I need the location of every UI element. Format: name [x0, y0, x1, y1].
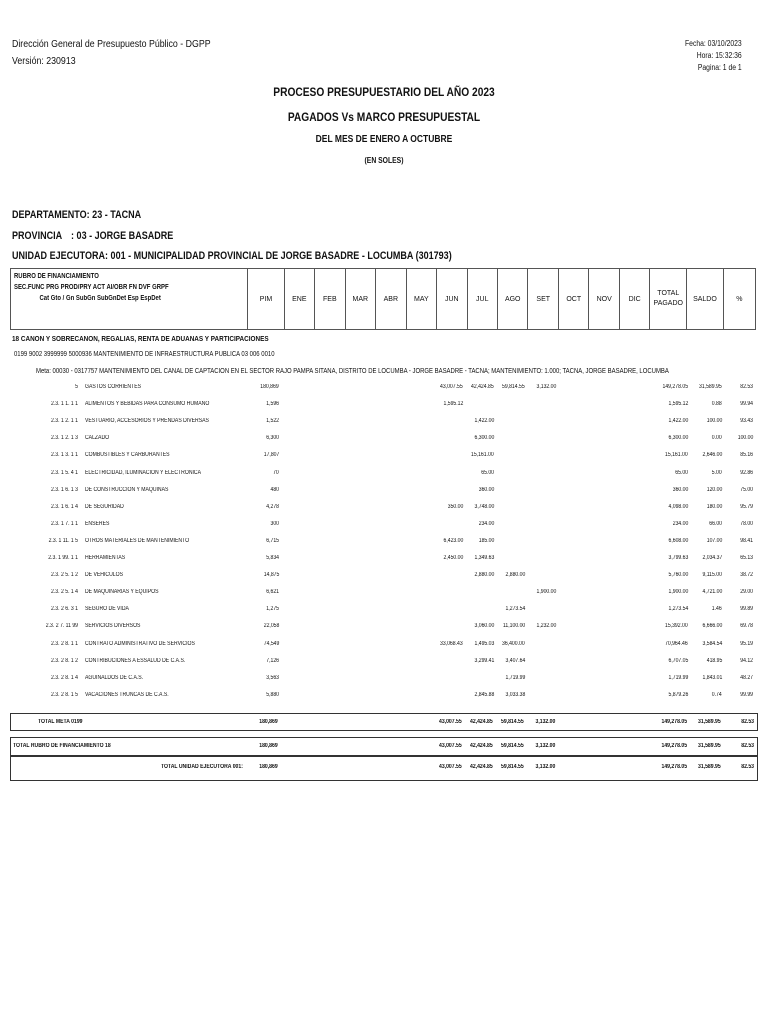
- cell-code: 5: [75, 384, 78, 390]
- meta-heading: Meta: 00030 - 0317757 MANTENIMIENTO DEL CANAL DE CAPTACION EN EL SECTOR RAJO PAMPA SITANA, DISTRITO DE LOCUMBA - JORGE BASADRE - TACNA; MANTENIMIENTO: 1.000; TACNA, JORGE BASADRE, LOCUMBA: [36, 368, 669, 375]
- cell-total: 3,799.63: [668, 555, 688, 561]
- provincia-label: PROVINCIA: [12, 230, 63, 242]
- cell-saldo: 418.95: [706, 657, 722, 664]
- col-pct: %: [723, 269, 755, 330]
- cell-pim: 1,522: [266, 418, 279, 425]
- cell-set: 3,132.00: [536, 384, 556, 390]
- cell-saldo: 31,589.95: [699, 384, 722, 390]
- cell-saldo: 9,115.00: [702, 572, 722, 579]
- cell-total: 360.00: [672, 486, 688, 493]
- cell-pct: 99.99: [740, 691, 753, 698]
- cell-total: 1,422.00: [668, 418, 688, 425]
- cell-desc: SERVICIOS DIVERSOS: [85, 623, 141, 630]
- col-total-pagado: TOTAL PAGADO: [650, 269, 687, 330]
- cell-total: 1,719.99: [668, 674, 688, 681]
- cell-saldo: 1.46: [712, 606, 722, 613]
- cell-pim: 17,807: [263, 452, 279, 459]
- total-pct: 82.53: [741, 743, 754, 749]
- cell-pim: 22,058: [263, 623, 279, 630]
- total-pim: 180,869: [259, 764, 278, 770]
- cell-code: 2.3. 2 6. 3 1: [51, 606, 78, 613]
- cell-pct: 38.72: [740, 572, 753, 579]
- cell-total: 1,595.12: [668, 401, 688, 408]
- cell-pim: 7,126: [266, 657, 279, 664]
- cell-jul: 3,748.00: [474, 503, 494, 510]
- cell-desc: VESTUARIO, ACCESORIOS Y PRENDAS DIVERSAS: [85, 418, 209, 425]
- cell-pct: 48.27: [740, 674, 753, 681]
- unidad-ejecutora-label: UNIDAD EJECUTORA: 001 - MUNICIPALIDAD PROVINCIAL DE JORGE BASADRE - LOCUMBA (301793): [12, 250, 452, 262]
- cell-code: 2.3. 1 99. 1 1: [48, 555, 78, 561]
- cell-desc: AGUINALDOS DE C.A.S.: [85, 674, 144, 681]
- table-row: [0, 572, 768, 589]
- cell-pct: 75.00: [740, 486, 753, 493]
- total-row: [10, 755, 758, 781]
- cell-total: 15,161.00: [665, 452, 688, 459]
- cell-jul: 6,300.00: [474, 435, 494, 442]
- cell-total: 1,273.54: [668, 606, 688, 613]
- cell-code: 2.3. 1 6. 1 4: [51, 503, 78, 510]
- total-saldo: 31,589.95: [698, 743, 721, 749]
- cell-desc: SEGURO DE VIDA: [85, 606, 129, 613]
- total-set: 3,132.00: [535, 743, 555, 749]
- total-jul: 42,424.85: [470, 719, 493, 725]
- table-row: [0, 555, 768, 572]
- cell-desc: COMBUSTIBLES Y CARBURANTES: [85, 452, 170, 459]
- table-row: [0, 470, 768, 487]
- cell-desc: HERRAMIENTAS: [85, 555, 126, 561]
- report-header-right: [685, 38, 742, 74]
- header-catgto: Cat Gto / Gn SubGn SubGnDet Esp EspDet: [39, 295, 161, 302]
- cell-jun: 1,595.12: [443, 401, 463, 408]
- header-rubro: RUBRO DE FINANCIAMIENTO: [14, 273, 99, 280]
- total-label: TOTAL RUBRO DE FINANCIAMIENTO 18: [13, 743, 111, 749]
- table-row: [0, 623, 768, 640]
- total-pim: 180,869: [259, 743, 278, 749]
- cell-total: 65.00: [675, 469, 688, 476]
- col-abr: ABR: [376, 269, 406, 330]
- org-name: Dirección General de Presupuesto Público - DGPP: [12, 39, 211, 50]
- cell-total: 234.00: [672, 520, 688, 527]
- cell-desc: DE CONSTRUCCION Y MAQUINAS: [85, 486, 169, 493]
- table-row: [0, 589, 768, 606]
- cell-saldo: 100.00: [706, 418, 722, 425]
- col-nov: NOV: [589, 269, 620, 330]
- cell-pim: 6,715: [266, 537, 279, 544]
- table-row: [0, 384, 768, 401]
- cell-desc: OTROS MATERIALES DE MANTENIMIENTO: [85, 537, 190, 544]
- table-row: [0, 606, 768, 623]
- cell-pct: 98.41: [740, 537, 753, 544]
- cell-jun: 6,423.00: [443, 537, 463, 544]
- col-pim: PIM: [248, 269, 284, 330]
- cell-saldo: 0.88: [712, 401, 722, 408]
- total-pct: 82.53: [741, 719, 754, 725]
- cell-jul: 65.00: [481, 469, 494, 476]
- cell-pim: 74,549: [263, 640, 279, 647]
- table-row: [0, 521, 768, 538]
- cell-code: 2.3. 2 7. 11 99: [45, 623, 78, 630]
- cell-jul: 42,424.85: [471, 384, 494, 390]
- col-jul: JUL: [467, 269, 497, 330]
- cell-total: 1,900.00: [668, 589, 688, 596]
- table-row: [0, 435, 768, 452]
- cell-jul: 2,880.00: [474, 572, 494, 579]
- total-set: 3,132.00: [535, 764, 555, 770]
- total-ago: 59,814.55: [501, 743, 524, 749]
- cell-jul: 15,161.00: [471, 452, 494, 459]
- cell-desc: ALIMENTOS Y BEBIDAS PARA CONSUMO HUMANO: [85, 401, 210, 408]
- table-row: [0, 401, 768, 418]
- total-ago: 59,814.55: [501, 719, 524, 725]
- total-label: TOTAL META 0199: [38, 719, 83, 725]
- cell-desc: VACACIONES TRUNCAS DE C.A.S.: [85, 691, 169, 698]
- cell-pct: 95.19: [740, 640, 753, 647]
- table-row: [0, 418, 768, 435]
- cell-saldo: 3,584.54: [702, 640, 722, 647]
- cell-jul: 234.00: [478, 520, 494, 527]
- total-saldo: 31,589.95: [698, 764, 721, 770]
- col-feb: FEB: [315, 269, 345, 330]
- cell-code: 2.3. 1 6. 1 3: [51, 486, 78, 493]
- cell-pim: 180,869: [260, 384, 279, 390]
- cell-saldo: 107.00: [706, 537, 722, 544]
- table-row: [0, 692, 768, 709]
- total-jun: 43,007.55: [439, 719, 462, 725]
- total-total: 149,278.05: [661, 719, 687, 725]
- cell-desc: ENSERES: [85, 520, 110, 527]
- cell-pct: 29.00: [740, 589, 753, 596]
- cell-pct: 78.00: [740, 520, 753, 527]
- cell-code: 2.3. 2 5. 1 4: [51, 589, 78, 596]
- cell-code: 2.3. 1 2. 1 3: [51, 435, 78, 442]
- report-subtitle: PAGADOS Vs MARCO PRESUPUESTAL: [287, 110, 481, 124]
- col-saldo: SALDO: [687, 269, 724, 330]
- cell-pct: 94.12: [740, 657, 753, 664]
- col-jun: JUN: [437, 269, 467, 330]
- date-label: Fecha: 03/10/2023: [685, 39, 742, 48]
- cell-desc: GASTOS CORRIENTES: [85, 384, 142, 390]
- column-header-table: [10, 268, 756, 330]
- cell-total: 15,392.00: [665, 623, 688, 630]
- cell-total: 6,707.05: [668, 657, 688, 664]
- cell-ago: 1,273.54: [505, 606, 525, 613]
- cell-jun: 2,450.00: [443, 555, 463, 561]
- cell-code: 2.3. 1 11. 1 5: [48, 537, 78, 544]
- table-row: [0, 487, 768, 504]
- report-header-left: [12, 36, 211, 70]
- table-row: [0, 641, 768, 658]
- cell-ago: 11,100.00: [502, 623, 525, 630]
- total-row: [10, 713, 758, 731]
- provincia-value: : 03 - JORGE BASADRE: [71, 230, 174, 242]
- cell-saldo: 2,034.37: [702, 555, 722, 561]
- cell-desc: ELECTRICIDAD, ILUMINACION Y ELECTRONICA: [85, 469, 202, 476]
- cell-jul: 360.00: [478, 486, 494, 493]
- cell-pim: 1,596: [266, 401, 279, 408]
- report-period: DEL MES DE ENERO A OCTUBRE: [315, 134, 453, 145]
- cell-pim: 70: [273, 469, 279, 476]
- cell-set: 1,900.00: [536, 589, 556, 596]
- total-row: [10, 737, 758, 757]
- cell-jun: 43,007.55: [440, 384, 463, 390]
- col-oct: OCT: [558, 269, 589, 330]
- cell-total: 5,879.26: [668, 691, 688, 698]
- cell-ago: 36,400.00: [502, 640, 525, 647]
- cell-jul: 2,845.88: [474, 691, 494, 698]
- funcional-heading: 0199 9002 3999999 5000936 MANTENIMIENTO DE INFRAESTRUCTURA PUBLICA 03 006 0010: [14, 351, 275, 358]
- cell-ago: 2,880.00: [505, 572, 525, 579]
- total-ago: 59,814.55: [501, 764, 524, 770]
- cell-saldo: 0.00: [712, 435, 722, 442]
- cell-code: 2.3. 2 5. 1 2: [51, 572, 78, 579]
- total-label: TOTAL UNIDAD EJECUTORA 001:: [161, 764, 243, 770]
- total-pct: 82.53: [741, 764, 754, 770]
- cell-jun: 350.00: [447, 503, 463, 510]
- col-dic: DIC: [619, 269, 649, 330]
- cell-pim: 3,563: [266, 674, 279, 681]
- total-total: 149,278.05: [661, 743, 687, 749]
- cell-total: 6,608.00: [668, 537, 688, 544]
- cell-desc: CALZADO: [85, 435, 110, 442]
- cell-pct: 85.16: [740, 452, 753, 459]
- cell-saldo: 120.00: [706, 486, 722, 493]
- cell-desc: CONTRIBUCIONES A ESSALUD DE C.A.S.: [85, 657, 186, 664]
- cell-total: 4,098.00: [668, 503, 688, 510]
- cell-saldo: 1,843.01: [702, 674, 722, 681]
- cell-code: 2.3. 1 7. 1 1: [51, 520, 78, 527]
- cell-code: 2.3. 1 1. 1 1: [51, 401, 78, 408]
- cell-desc: DE SEGURIDAD: [85, 503, 124, 510]
- cell-jul: 3,299.41: [474, 657, 494, 664]
- provincia-line: [12, 230, 173, 242]
- rubro-heading: 18 CANON Y SOBRECANON, REGALIAS, RENTA DE ADUANAS Y PARTICIPACIONES: [12, 334, 269, 343]
- report-currency: (EN SOLES): [364, 156, 404, 165]
- cell-saldo: 66.00: [709, 520, 722, 527]
- total-total: 149,278.05: [661, 764, 687, 770]
- cell-ago: 3,407.64: [505, 657, 525, 664]
- cell-code: 2.3. 2 8. 1 5: [51, 691, 78, 698]
- time-label: Hora: 15:32:36: [697, 51, 742, 60]
- cell-pim: 1,275: [266, 606, 279, 613]
- cell-pct: 95.79: [740, 503, 753, 510]
- cell-pim: 14,875: [263, 572, 279, 579]
- cell-desc: DE MAQUINARIAS Y EQUIPOS: [85, 589, 159, 596]
- cell-pim: 480: [270, 486, 279, 493]
- total-pim: 180,869: [259, 719, 278, 725]
- cell-code: 2.3. 2 8. 1 4: [51, 674, 78, 681]
- col-set: SET: [528, 269, 558, 330]
- departamento-label: DEPARTAMENTO: 23 - TACNA: [12, 209, 142, 221]
- cell-pim: 4,278: [266, 503, 279, 510]
- total-jul: 42,424.85: [470, 743, 493, 749]
- table-row: [0, 675, 768, 692]
- version-label: Versión: 230913: [12, 56, 76, 67]
- cell-saldo: 4,721.00: [702, 589, 722, 596]
- cell-total: 149,278.05: [662, 384, 688, 390]
- cell-pct: 65.13: [740, 555, 753, 561]
- table-row: [0, 452, 768, 469]
- col-ene: ENE: [284, 269, 314, 330]
- cell-saldo: 2,646.00: [702, 452, 722, 459]
- cell-total: 6,300.00: [668, 435, 688, 442]
- total-set: 3,132.00: [535, 719, 555, 725]
- cell-jul: 1,495.03: [474, 640, 494, 647]
- cell-saldo: 5.00: [712, 469, 722, 476]
- cell-set: 1,232.00: [536, 623, 556, 630]
- cell-saldo: 0.74: [712, 691, 722, 698]
- cell-pct: 100.00: [737, 435, 753, 442]
- cell-ago: 3,033.38: [505, 691, 525, 698]
- cell-jul: 1,422.00: [474, 418, 494, 425]
- cell-jul: 1,349.63: [474, 555, 494, 561]
- cell-total: 5,760.00: [668, 572, 688, 579]
- cell-jul: 185.00: [478, 537, 494, 544]
- col-ago: AGO: [497, 269, 528, 330]
- table-row: [0, 504, 768, 521]
- header-secfunc: SEC.FUNC PRG PROD/PRY ACT AI/OBR FN DVF GRPF: [14, 284, 169, 291]
- cell-pct: 99.89: [740, 606, 753, 613]
- cell-pim: 5,880: [266, 691, 279, 698]
- cell-saldo: 180.00: [706, 503, 722, 510]
- cell-pim: 6,300: [266, 435, 279, 442]
- cell-code: 2.3. 2 8. 1 2: [51, 657, 78, 664]
- page-label: Pagina: 1 de 1: [698, 63, 742, 72]
- cell-desc: DE VEHICULOS: [85, 572, 123, 579]
- cell-pct: 93.43: [740, 418, 753, 425]
- total-saldo: 31,589.95: [698, 719, 721, 725]
- table-row: [0, 538, 768, 555]
- cell-pim: 6,621: [266, 589, 279, 596]
- cell-ago: 1,719.99: [505, 674, 525, 681]
- cell-pim: 5,834: [266, 555, 279, 561]
- cell-pct: 69.78: [740, 623, 753, 630]
- table-row: [0, 658, 768, 675]
- col-mar: MAR: [345, 269, 376, 330]
- cell-code: 2.3. 2 8. 1 1: [51, 640, 78, 647]
- cell-desc: CONTRATO ADMINISTRATIVO DE SERVICIOS: [85, 640, 195, 647]
- total-jun: 43,007.55: [439, 743, 462, 749]
- report-title: PROCESO PRESUPUESTARIO DEL AÑO 2023: [273, 85, 495, 99]
- cell-code: 2.3. 1 2. 1 1: [51, 418, 78, 425]
- cell-pim: 300: [270, 520, 279, 527]
- header-key-cell: [11, 269, 248, 330]
- cell-jun: 33,068.43: [440, 640, 463, 647]
- cell-saldo: 6,666.00: [702, 623, 722, 630]
- cell-total: 70,964.46: [665, 640, 688, 647]
- cell-code: 2.3. 1 5. 4 1: [51, 469, 78, 476]
- cell-ago: 59,814.55: [502, 384, 525, 390]
- total-jun: 43,007.55: [439, 764, 462, 770]
- cell-jul: 3,060.00: [474, 623, 494, 630]
- cell-pct: 92.86: [740, 469, 753, 476]
- total-jul: 42,424.85: [470, 764, 493, 770]
- col-may: MAY: [406, 269, 437, 330]
- cell-pct: 82.53: [740, 384, 753, 390]
- cell-pct: 99.94: [740, 401, 753, 408]
- cell-code: 2.3. 1 3. 1 1: [51, 452, 78, 459]
